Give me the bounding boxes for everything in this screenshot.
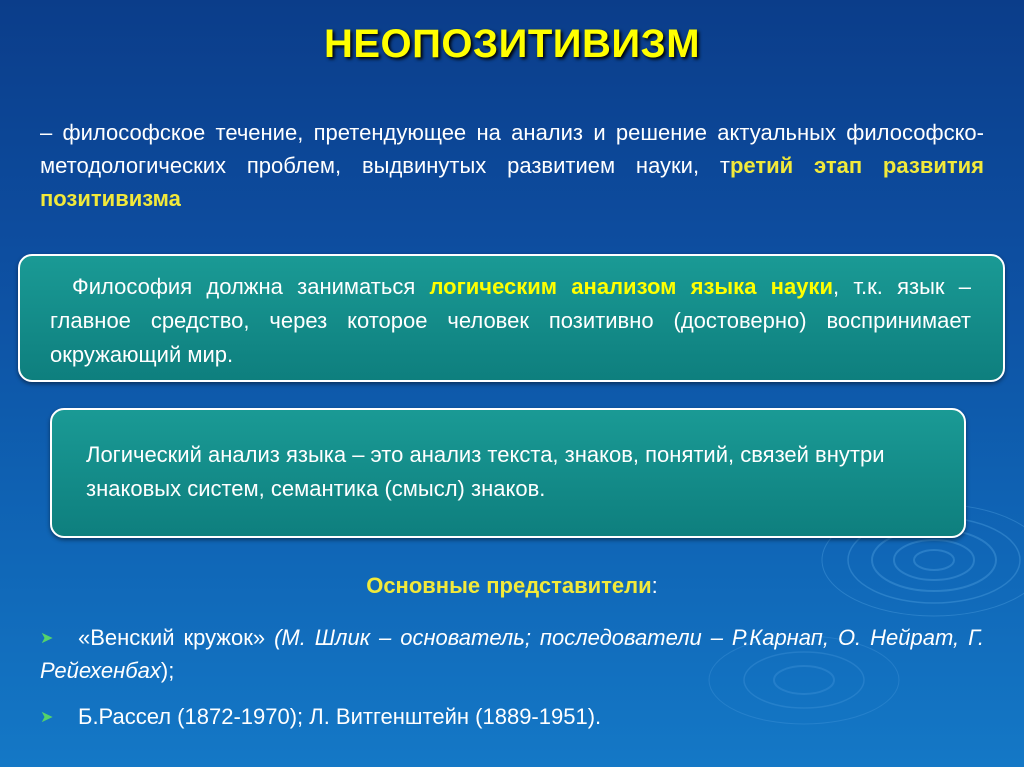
logical-analysis-box (50, 408, 966, 538)
box1-prefix: Философия должна заниматься (72, 274, 430, 299)
philosophy-task-box (18, 254, 1005, 382)
box1-highlight: логическим анализом языка науки (429, 274, 833, 299)
list-item (40, 700, 984, 733)
arrow-bullet-icon: ➤ (40, 709, 54, 726)
box2-text: Логический анализ языка – это анализ текста, знаков, понятий, связей внутри знаковых систем, семантика (смысл) знаков. (86, 442, 885, 501)
vienna-circle-tail: ); (160, 658, 175, 683)
vienna-circle-members: (М. Шлик – основатель; последователи – Р.Карнап, О. Нейрат, Г. Рейехенбах (40, 625, 984, 683)
box1-suffix: , т.к. язык – главное средство, через которое человек позитивно (достоверно) воспринимает окружающий мир. (50, 274, 972, 367)
list-item-text: Б.Рассел (1872-1970); Л. Витгенштейн (1889-1951). (78, 704, 602, 729)
representatives-heading (0, 573, 1024, 599)
definition-highlight: ретий этап развития позитивизма (40, 153, 984, 211)
arrow-bullet-icon: ➤ (40, 630, 54, 647)
representatives-heading-text: Основные представители (366, 573, 652, 598)
vienna-circle-label: «Венский кружок» (78, 625, 275, 650)
slide-title: НЕОПОЗИТИВИЗМ (323, 22, 701, 66)
representatives-heading-colon: : (651, 573, 658, 598)
definition-paragraph (40, 116, 984, 215)
list-item (40, 621, 984, 687)
definition-text: – философское течение, претендующее на анализ и решение актуальных философско-методологических проблем, выдвинутых развитием науки, т (40, 120, 984, 178)
list-item-text (40, 621, 984, 687)
